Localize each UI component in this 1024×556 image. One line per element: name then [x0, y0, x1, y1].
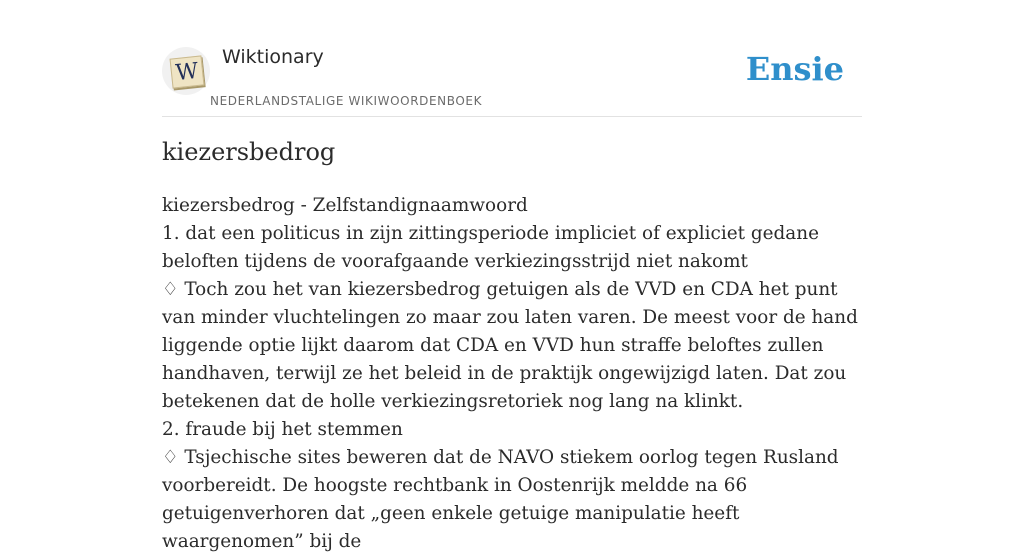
page-title: kiezersbedrog: [162, 138, 336, 166]
definition-1: 1. dat een politicus in zijn zittingsperiode impliciet of expliciet gedane beloften tijdens de voorafgaande verkiezingsstrijd niet nakomt: [162, 223, 819, 272]
example-1: ♢ Toch zou het van kiezersbedrog getuigen als de VVD en CDA het punt van minder vluchtelingen zo maar zou laten varen. De meest voor de hand liggende optie lijkt daarom dat CDA en VVD hun straffe beloftes zullen handhaven, terwijl ze het beleid in de praktijk ongewijzigd laten. Dat zou betekenen dat de holle verkiezingsretoriek nog lang na klinkt.: [162, 279, 858, 412]
wiktionary-logo-icon[interactable]: [162, 47, 210, 95]
logo-letter: W: [174, 58, 200, 87]
site-name[interactable]: Wiktionary: [222, 46, 324, 68]
example-2: ♢ Tsjechische sites beweren dat de NAVO stiekem oorlog tegen Rusland voorbereidt. De hoogste rechtbank in Oostenrijk meldde na 66 getuigenverhoren dat „geen enkele getuige manipulatie heeft waargenomen” bij de: [162, 447, 839, 552]
logo-tile: [170, 55, 205, 88]
entry-heading: kiezersbedrog - Zelfstandignaamwoord: [162, 195, 528, 216]
site-tagline: NEDERLANDSTALIGE WIKIWOORDENBOEK: [210, 94, 483, 108]
ensie-brand-link[interactable]: Ensie: [745, 50, 844, 88]
definition-2: 2. fraude bij het stemmen: [162, 419, 403, 440]
entry-content: [162, 192, 862, 556]
site-header: [162, 44, 862, 117]
